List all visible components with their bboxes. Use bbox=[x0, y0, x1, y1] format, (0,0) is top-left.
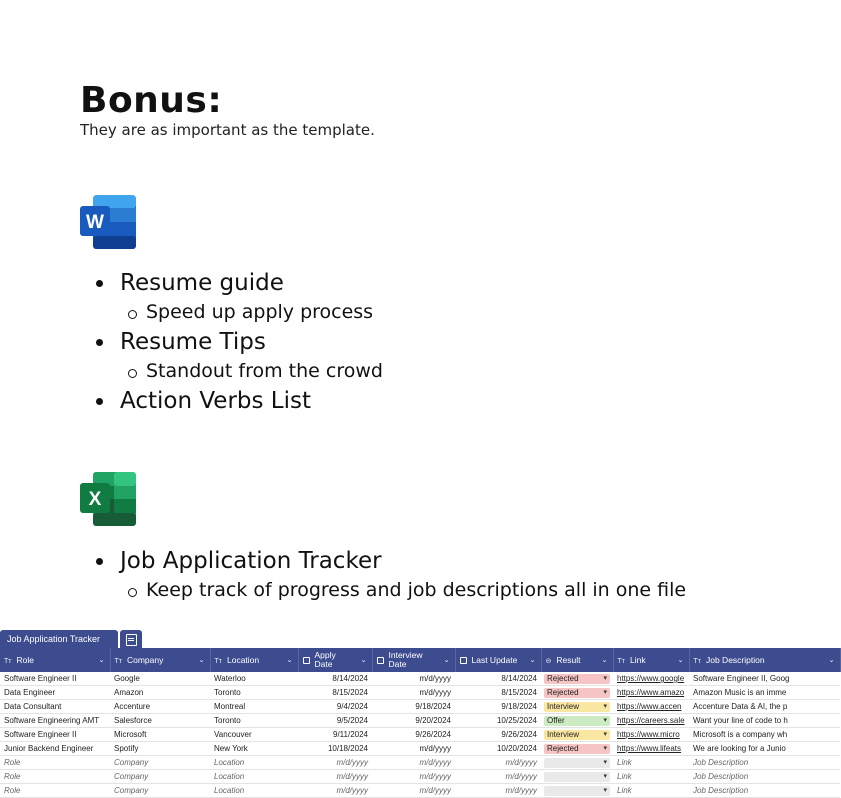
cell-location[interactable]: Location bbox=[210, 756, 298, 770]
result-dropdown[interactable] bbox=[544, 758, 610, 768]
list-subitem-speed-up: Speed up apply process bbox=[96, 298, 383, 327]
microsoft-word-icon bbox=[79, 194, 137, 250]
table-row bbox=[0, 770, 840, 784]
list-subitem-standout: Standout from the crowd bbox=[96, 357, 383, 386]
column-header-last-update[interactable]: Last Update ⌄ bbox=[455, 648, 541, 672]
cell-location[interactable]: Montreal bbox=[210, 700, 298, 714]
cell-apply-date[interactable]: 9/11/2024 bbox=[298, 728, 372, 742]
cell-result[interactable] bbox=[541, 742, 613, 756]
text-type-icon: Tт bbox=[114, 658, 122, 665]
cell-result[interactable] bbox=[541, 770, 613, 784]
table-row bbox=[0, 756, 840, 770]
cell-company[interactable]: Company bbox=[110, 784, 210, 798]
cell-last-update[interactable]: m/d/yyyy bbox=[455, 770, 541, 784]
cell-location[interactable]: Vancouver bbox=[210, 728, 298, 742]
cell-apply-date[interactable]: 10/18/2024 bbox=[298, 742, 372, 756]
cell-result[interactable] bbox=[541, 686, 613, 700]
sheet-tab-bar bbox=[0, 630, 794, 648]
calendar-icon bbox=[377, 657, 384, 664]
cell-job-description[interactable]: Microsoft is a company wh bbox=[689, 728, 840, 742]
cell-location[interactable]: Location bbox=[210, 770, 298, 784]
sheet-tab[interactable]: Job Application Tracker bbox=[0, 630, 118, 648]
cell-job-description[interactable]: Accenture Data & AI, the p bbox=[689, 700, 840, 714]
cell-result[interactable] bbox=[541, 784, 613, 798]
sheet-form-icon[interactable] bbox=[120, 630, 142, 648]
cell-company[interactable]: Salesforce bbox=[110, 714, 210, 728]
result-dropdown[interactable]: Offer ▾ bbox=[544, 716, 610, 726]
table-row bbox=[0, 728, 840, 742]
cell-role[interactable]: Role bbox=[0, 784, 110, 798]
word-resources-list bbox=[96, 268, 383, 416]
chevron-down-icon: ⌄ bbox=[198, 657, 205, 664]
cell-job-description[interactable]: Job Description bbox=[689, 756, 840, 770]
column-header-apply-date[interactable]: Apply Date ⌄ bbox=[298, 648, 372, 672]
cell-result[interactable] bbox=[541, 714, 613, 728]
cell-location[interactable]: Location bbox=[210, 784, 298, 798]
cell-company[interactable]: Spotify bbox=[110, 742, 210, 756]
cell-last-update[interactable]: m/d/yyyy bbox=[455, 784, 541, 798]
result-dropdown[interactable]: Interview ▾ bbox=[544, 702, 610, 712]
cell-interview-date[interactable]: m/d/yyyy bbox=[372, 756, 455, 770]
cell-interview-date[interactable]: m/d/yyyy bbox=[372, 784, 455, 798]
table-row bbox=[0, 742, 840, 756]
cell-location[interactable]: New York bbox=[210, 742, 298, 756]
cell-last-update[interactable]: 8/14/2024 bbox=[455, 672, 541, 686]
chevron-down-icon: ⌄ bbox=[286, 657, 293, 664]
cell-apply-date[interactable]: m/d/yyyy bbox=[298, 770, 372, 784]
cell-interview-date[interactable]: m/d/yyyy bbox=[372, 672, 455, 686]
cell-link[interactable]: Link bbox=[613, 756, 689, 770]
cell-job-description[interactable]: Job Description bbox=[689, 770, 840, 784]
result-dropdown[interactable]: Rejected ▾ bbox=[544, 674, 610, 684]
cell-job-description[interactable]: Amazon Music is an imme bbox=[689, 686, 840, 700]
table-header-row bbox=[0, 648, 840, 672]
cell-apply-date[interactable]: 9/5/2024 bbox=[298, 714, 372, 728]
cell-link[interactable]: https://www.accen bbox=[613, 700, 689, 714]
cell-interview-date[interactable]: m/d/yyyy bbox=[372, 770, 455, 784]
result-dropdown[interactable]: Rejected ▾ bbox=[544, 688, 610, 698]
table-body bbox=[0, 672, 840, 798]
cell-result[interactable] bbox=[541, 728, 613, 742]
cell-interview-date[interactable]: m/d/yyyy bbox=[372, 742, 455, 756]
cell-job-description[interactable]: Want your line of code to h bbox=[689, 714, 840, 728]
cell-result[interactable] bbox=[541, 756, 613, 770]
cell-job-description[interactable]: Software Engineer II, Goog bbox=[689, 672, 840, 686]
column-header-link[interactable]: Tт Link ⌄ bbox=[613, 648, 689, 672]
list-item-job-tracker: Job Application Tracker bbox=[96, 546, 686, 576]
cell-result[interactable] bbox=[541, 672, 613, 686]
cell-interview-date[interactable]: 9/20/2024 bbox=[372, 714, 455, 728]
chevron-down-icon: ⌄ bbox=[529, 657, 536, 664]
column-header-location[interactable]: Tт Location ⌄ bbox=[210, 648, 298, 672]
cell-last-update[interactable]: 9/18/2024 bbox=[455, 700, 541, 714]
chevron-down-icon: ⌄ bbox=[601, 657, 608, 664]
table-row bbox=[0, 672, 840, 686]
result-dropdown[interactable]: Rejected ▾ bbox=[544, 744, 610, 754]
chevron-down-icon: ⌄ bbox=[360, 657, 367, 664]
cell-apply-date[interactable]: m/d/yyyy bbox=[298, 784, 372, 798]
cell-last-update[interactable]: 9/26/2024 bbox=[455, 728, 541, 742]
cell-link[interactable]: https://www.amazo bbox=[613, 686, 689, 700]
chevron-down-icon: ⌄ bbox=[677, 657, 684, 664]
cell-location[interactable]: Toronto bbox=[210, 686, 298, 700]
cell-role[interactable]: Software Engineer II bbox=[0, 728, 110, 742]
list-item-resume-tips: Resume Tips bbox=[96, 327, 383, 357]
cell-link[interactable]: Link bbox=[613, 784, 689, 798]
cell-role[interactable]: Software Engineering AMT bbox=[0, 714, 110, 728]
list-subitem-keep-track: Keep track of progress and job descriptions all in one file bbox=[96, 576, 686, 605]
cell-role[interactable]: Junior Backend Engineer bbox=[0, 742, 110, 756]
text-type-icon: Tт bbox=[617, 658, 625, 665]
cell-job-description[interactable]: Job Description bbox=[689, 784, 840, 798]
cell-role[interactable]: Data Consultant bbox=[0, 700, 110, 714]
result-dropdown[interactable] bbox=[544, 786, 610, 796]
cell-link[interactable]: https://www.google bbox=[613, 672, 689, 686]
cell-interview-date[interactable]: m/d/yyyy bbox=[372, 686, 455, 700]
table-row bbox=[0, 686, 840, 700]
cell-last-update[interactable]: 10/20/2024 bbox=[455, 742, 541, 756]
column-header-interview-date[interactable]: Interview Date ⌄ bbox=[372, 648, 455, 672]
dropdown-type-icon: ⊖ bbox=[545, 658, 552, 665]
text-type-icon: Tт bbox=[4, 658, 12, 665]
text-type-icon: Tт bbox=[214, 658, 222, 665]
chevron-down-icon: ⌄ bbox=[98, 657, 105, 664]
cell-company[interactable]: Accenture bbox=[110, 700, 210, 714]
page-title: Bonus: bbox=[80, 80, 223, 121]
cell-company[interactable]: Company bbox=[110, 770, 210, 784]
calendar-icon bbox=[303, 657, 310, 664]
job-tracker-spreadsheet bbox=[0, 630, 835, 795]
microsoft-excel-icon bbox=[79, 471, 137, 527]
column-header-company[interactable]: Tт Company ⌄ bbox=[110, 648, 210, 672]
cell-role[interactable]: Role bbox=[0, 756, 110, 770]
column-header-result[interactable]: ⊖ Result ⌄ bbox=[541, 648, 613, 672]
cell-company[interactable]: Google bbox=[110, 672, 210, 686]
cell-apply-date[interactable]: 9/4/2024 bbox=[298, 700, 372, 714]
cell-result[interactable] bbox=[541, 700, 613, 714]
result-dropdown[interactable] bbox=[544, 772, 610, 782]
cell-apply-date[interactable]: m/d/yyyy bbox=[298, 756, 372, 770]
column-header-role[interactable]: Tт Role ⌄ bbox=[0, 648, 110, 672]
tracker-table bbox=[0, 648, 841, 798]
cell-company[interactable]: Company bbox=[110, 756, 210, 770]
cell-job-description[interactable]: We are looking for a Junio bbox=[689, 742, 840, 756]
text-type-icon: Tт bbox=[693, 658, 701, 665]
cell-apply-date[interactable]: 8/15/2024 bbox=[298, 686, 372, 700]
cell-interview-date[interactable]: 9/26/2024 bbox=[372, 728, 455, 742]
calendar-icon bbox=[460, 657, 467, 664]
cell-last-update[interactable]: 10/25/2024 bbox=[455, 714, 541, 728]
svg-text:W: W bbox=[86, 212, 104, 233]
excel-resources-list bbox=[96, 546, 686, 605]
chevron-down-icon: ⌄ bbox=[828, 657, 835, 664]
cell-role[interactable]: Role bbox=[0, 770, 110, 784]
cell-last-update[interactable]: 8/15/2024 bbox=[455, 686, 541, 700]
svg-text:X: X bbox=[88, 489, 102, 510]
cell-location[interactable]: Toronto bbox=[210, 714, 298, 728]
cell-link[interactable]: Link bbox=[613, 770, 689, 784]
chevron-down-icon: ⌄ bbox=[443, 657, 450, 664]
cell-link[interactable]: https://www.micro bbox=[613, 728, 689, 742]
cell-role[interactable]: Software Engineer II bbox=[0, 672, 110, 686]
cell-link[interactable]: https://www.lifeats bbox=[613, 742, 689, 756]
cell-company[interactable]: Amazon bbox=[110, 686, 210, 700]
table-row bbox=[0, 784, 840, 798]
list-item-action-verbs: Action Verbs List bbox=[96, 386, 383, 416]
cell-role[interactable]: Data Engineer bbox=[0, 686, 110, 700]
cell-interview-date[interactable]: 9/18/2024 bbox=[372, 700, 455, 714]
result-dropdown[interactable]: Interview ▾ bbox=[544, 730, 610, 740]
cell-link[interactable]: https://careers.sale bbox=[613, 714, 689, 728]
table-row bbox=[0, 714, 840, 728]
table-row bbox=[0, 700, 840, 714]
page-subtitle: They are as important as the template. bbox=[80, 121, 375, 139]
cell-last-update[interactable]: m/d/yyyy bbox=[455, 756, 541, 770]
column-header-job-description[interactable]: Tт Job Description ⌄ bbox=[689, 648, 840, 672]
cell-company[interactable]: Microsoft bbox=[110, 728, 210, 742]
cell-location[interactable]: Waterloo bbox=[210, 672, 298, 686]
list-item-resume-guide: Resume guide bbox=[96, 268, 383, 298]
cell-apply-date[interactable]: 8/14/2024 bbox=[298, 672, 372, 686]
